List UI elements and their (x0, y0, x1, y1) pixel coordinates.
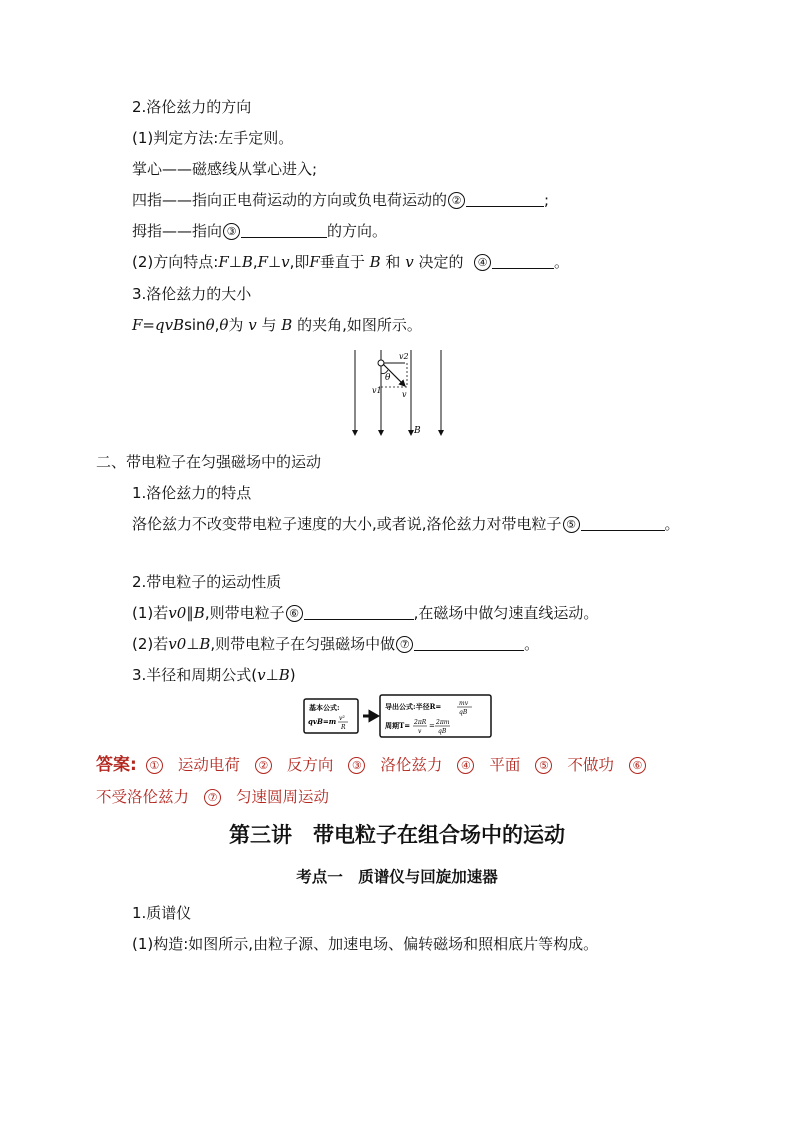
symbol-B: B (241, 253, 253, 271)
answer-2: 反方向 (286, 756, 334, 774)
subsection-feature: 1.洛伦兹力的特点 (132, 484, 252, 502)
answer-6: 不受洛伦兹力 (96, 788, 190, 806)
label-v1: v1 (372, 386, 382, 395)
text: ,在磁场中做匀速直线运动。 (413, 604, 599, 622)
blank-3 (241, 222, 327, 238)
answer-number-7: ⑦ (204, 789, 221, 806)
paragraph-structure: (1)构造:如图所示,由粒子源、加速电场、偏转磁场和照相底片等构成。 (132, 935, 599, 953)
answers-label: 答案: (96, 755, 137, 775)
perp-symbol: ⊥ (265, 666, 279, 684)
answer-4: 平面 (489, 756, 521, 774)
blank-7 (414, 635, 524, 651)
label-B: B (414, 426, 421, 436)
blank-4 (492, 253, 554, 269)
paragraph-direction-feature (132, 252, 569, 272)
perp-symbol: ⊥ (268, 253, 282, 271)
text: (2)方向特点: (132, 253, 219, 271)
circled-number-6: ⑥ (286, 605, 303, 622)
symbol-theta: θ (219, 316, 229, 334)
fingers-end: ; (544, 191, 550, 209)
perp-symbol: ⊥ (228, 253, 242, 271)
basic-numerator: v² (339, 715, 345, 722)
answer-number-3: ③ (348, 757, 365, 774)
answer-7: 匀速圆周运动 (236, 788, 330, 806)
perp-symbol: ⊥ (186, 635, 200, 653)
circled-number-3: ③ (223, 223, 240, 240)
text: 为 (228, 316, 244, 334)
text: , (214, 316, 220, 334)
subsection-motion-nature: 2.带电粒子的运动性质 (132, 573, 282, 591)
answer-number-6: ⑥ (629, 757, 646, 774)
label-v2: v2 (399, 352, 409, 361)
period-label: 周期T= (385, 721, 411, 730)
text: 。 (664, 515, 680, 533)
circled-number-4: ④ (474, 254, 491, 271)
key-point-title: 考点一 质谱仪与回旋加速器 (296, 867, 498, 886)
text: 3.半径和周期公式( (132, 666, 258, 684)
paragraph-method: (1)判定方法:左手定则。 (132, 129, 294, 147)
paragraph-fingers (132, 190, 549, 210)
derived-label: 导出公式:半径R= (385, 702, 442, 711)
text: ) (289, 666, 296, 684)
subsection-radius-period (132, 665, 296, 685)
answer-5: 不做功 (567, 756, 614, 774)
text: ,则带电粒子在匀强磁场中做 (210, 635, 396, 653)
symbol-B: B (281, 316, 293, 334)
paragraph-perpendicular (132, 634, 539, 654)
text: 。 (524, 635, 540, 653)
answer-number-1: ① (146, 757, 163, 774)
period-numerator-1: 2πR (414, 719, 427, 726)
section-title-magnitude: 3.洛伦兹力的大小 (132, 285, 252, 303)
answer-number-2: ② (255, 757, 272, 774)
formula: F=qvB (132, 316, 185, 334)
text: 垂直于 (319, 253, 365, 271)
blank-5 (581, 515, 665, 531)
symbol-B: B (369, 253, 381, 271)
text: 和 (385, 253, 401, 271)
symbol-F: F (218, 253, 229, 271)
thumb-text: 拇指——指向 (132, 222, 223, 240)
symbol-v: v (281, 253, 290, 271)
answer-number-5: ⑤ (535, 757, 552, 774)
symbol-v: v (248, 316, 257, 334)
symbol-v0: v0 (168, 604, 187, 622)
circled-number-7: ⑦ (396, 636, 413, 653)
lecture-title: 第三讲 带电粒子在组合场中的运动 (229, 822, 565, 847)
text: 洛伦兹力不改变带电粒子速度的大小,或者说,洛伦兹力对带电粒子 (132, 515, 562, 533)
thumb-end: 的方向。 (327, 222, 388, 240)
circled-number-2: ② (448, 192, 465, 209)
symbol-B: B (199, 635, 211, 653)
symbol-theta: θ (205, 316, 215, 334)
figure-velocity-field (345, 345, 450, 440)
text: , (252, 253, 258, 271)
paragraph-feature (132, 514, 680, 534)
arrow-icon (363, 712, 377, 720)
item-mass-spectrometer: 1.质谱仪 (132, 904, 192, 922)
basic-eq: qvB=m (308, 717, 337, 726)
answers-line-2 (96, 787, 329, 807)
particle (378, 360, 384, 366)
figure-formula-boxes (302, 693, 494, 739)
text: 与 (261, 316, 277, 334)
period-denominator-1: v (418, 728, 422, 735)
equals-sign: = (429, 722, 435, 730)
label-v: v (402, 390, 407, 399)
basic-label: 基本公式: (309, 703, 340, 712)
period-denominator-2: qB (438, 728, 447, 735)
symbol-B: B (193, 604, 205, 622)
paragraph-palm: 掌心——磁感线从掌心进入; (132, 160, 318, 178)
symbol-v: v (257, 666, 266, 684)
section-title-direction: 2.洛伦兹力的方向 (132, 98, 252, 116)
text: 决定的 (418, 253, 464, 271)
text: (1)若 (132, 604, 169, 622)
radius-numerator: mv (459, 700, 469, 707)
text: 的夹角,如图所示。 (297, 316, 422, 334)
text: ,即 (289, 253, 310, 271)
symbol-B: B (278, 666, 290, 684)
symbol-v0: v0 (168, 635, 187, 653)
blank-6 (304, 604, 414, 620)
fingers-text: 四指——指向正电荷运动的方向或负电荷运动的 (132, 191, 448, 209)
answer-1: 运动电荷 (177, 756, 240, 774)
symbol-v: v (405, 253, 414, 271)
answer-number-4: ④ (457, 757, 474, 774)
paragraph-thumb (132, 221, 387, 241)
text: 。 (554, 253, 570, 271)
text: ,则带电粒子 (204, 604, 285, 622)
answers-line-1 (96, 755, 647, 775)
radius-denominator: qB (459, 709, 468, 716)
period-numerator-2: 2πm (436, 719, 450, 726)
sin-text: sin (184, 316, 206, 334)
answer-3: 洛伦兹力 (380, 756, 443, 774)
parallel-symbol: ∥ (186, 604, 194, 622)
label-theta: θ (385, 373, 391, 383)
section-title-motion: 二、带电粒子在匀强磁场中的运动 (96, 453, 322, 471)
paragraph-formula (132, 315, 422, 335)
circled-number-5: ⑤ (563, 516, 580, 533)
paragraph-parallel (132, 603, 598, 623)
text: (2)若 (132, 635, 169, 653)
symbol-F: F (257, 253, 269, 271)
blank-2 (466, 191, 544, 207)
basic-denominator: R (341, 724, 346, 731)
symbol-F: F (309, 253, 320, 271)
